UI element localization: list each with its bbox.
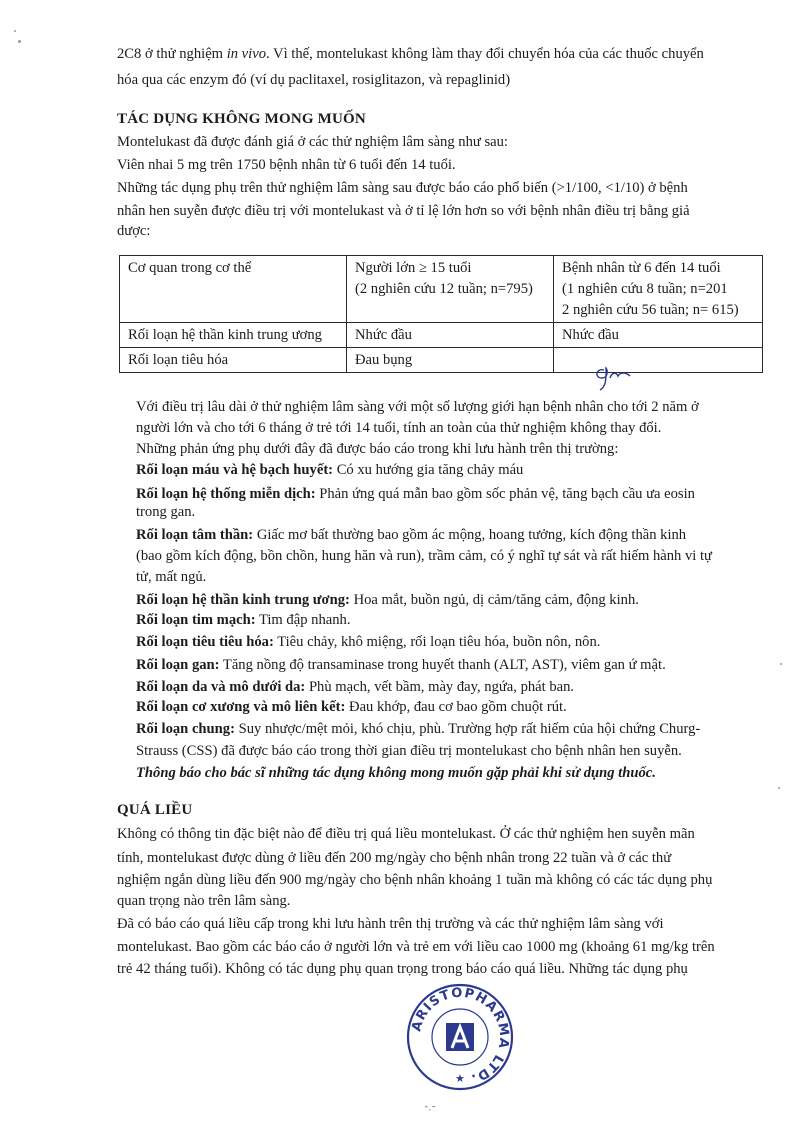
effect-desc: Phù mạch, vết bầm, mày đay, ngứa, phát ban. <box>305 679 575 695</box>
header-organ: Cơ quan trong cơ thể <box>128 260 252 276</box>
effect-label: Rối loạn da và mô dưới da: <box>136 679 306 695</box>
effect-label: Rối loạn chung: <box>136 721 235 737</box>
table-cell: Nhức đầu <box>554 323 763 348</box>
stamp-star: ★ <box>455 1072 465 1085</box>
overdose-paragraph: nghiệm ngắn dùng liều đến 900 mg/ngày cho bệnh nhân khoảng 1 tuần mà không có các tác dụng phụ <box>117 872 713 888</box>
effect-desc-cont: trong gan. <box>136 504 196 520</box>
table-header-cell <box>347 256 554 323</box>
overdose-paragraph: Đã có báo cáo quá liều cấp trong khi lưu hành trên thị trường và các thử nghiệm lâm sàng với <box>117 916 664 932</box>
table-cell <box>554 348 763 373</box>
effect-item <box>136 590 639 610</box>
overdose-paragraph: tính, montelukast được dùng ở liều đến 200 mg/ngày cho bệnh nhân trong 22 tuần và ở các thử <box>117 850 672 866</box>
table-cell: Nhức đầu <box>347 323 554 348</box>
scan-speck <box>780 663 782 665</box>
side-effects-paragraph: Montelukast đã được đánh giá ở các thử nghiệm lâm sàng như sau: <box>117 134 508 150</box>
effect-label: Rối loạn tâm thần: <box>136 527 254 543</box>
intro-italic: in vivo <box>226 46 266 62</box>
effect-desc-cont: Strauss (CSS) đã được báo cáo trong thời gian điều trị montelukast cho bệnh nhân hen suyễn. <box>136 743 682 759</box>
long-term-text: Với điều trị lâu dài ở thử nghiệm lâm sàng với một số lượng giới hạn bệnh nhân cho tới 2 năm ở <box>136 399 699 415</box>
effect-label: Rối loạn hệ thần kinh trung ương: <box>136 592 350 608</box>
side-effects-paragraph: nhân hen suyễn được điều trị với montelukast và ở tỉ lệ lớn hơn so với bệnh nhân điều trị bằng giả <box>117 203 690 219</box>
effect-desc-cont: (bao gồm kích động, bồn chồn, hung hăn và run), trầm cảm, có ý nghĩ tự sát và rất hiếm hành vi tự <box>136 548 712 564</box>
long-term-text: người lớn và cho tới 6 tháng ở trẻ tới 14 tuổi, tính an toàn của thử nghiệm không thay đổi. <box>136 420 662 436</box>
overdose-paragraph: quan trọng nào trên lâm sàng. <box>117 893 291 909</box>
header-child-study: 2 nghiên cứu 56 tuần; n= 615) <box>562 302 739 318</box>
header-child-title: Bệnh nhân từ 6 đến 14 tuổi <box>562 260 721 276</box>
header-adult-study: (2 nghiên cứu 12 tuần; n=795) <box>355 281 533 297</box>
overdose-heading: QUÁ LIỀU <box>117 802 193 818</box>
effect-label: Rối loạn gan: <box>136 657 220 673</box>
effect-item <box>136 677 574 697</box>
overdose-paragraph: trẻ 42 tháng tuổi). Không có tác dụng phụ quan trọng trong báo cáo quá liều. Những tác dụng phụ <box>117 961 688 977</box>
table-cell: Rối loạn hệ thần kinh trung ương <box>120 323 347 348</box>
table-header-cell <box>120 256 347 323</box>
scan-mark: ˆ·˜ <box>424 1106 436 1116</box>
side-effects-paragraph: dược: <box>117 223 151 239</box>
scan-speck <box>778 787 780 789</box>
effect-item <box>136 632 600 652</box>
effect-desc: Tim đập nhanh. <box>255 612 351 628</box>
effect-label: Rối loạn hệ thống miễn dịch: <box>136 486 316 502</box>
side-effects-paragraph: Viên nhai 5 mg trên 1750 bệnh nhân từ 6 tuổi đến 14 tuổi. <box>117 157 456 173</box>
effect-desc: Hoa mắt, buồn ngủ, dị cảm/tăng cảm, động kinh. <box>349 592 639 608</box>
effect-desc: Đau khớp, đau cơ bao gồm chuột rút. <box>345 699 567 715</box>
effect-label: Rối loạn máu và hệ bạch huyết: <box>136 462 334 478</box>
effect-label: Rối loạn cơ xương và mô liên kết: <box>136 699 346 715</box>
intro-text: . Vì thế, montelukast không làm thay đổi chuyển hóa của các thuốc chuyển <box>266 46 704 62</box>
effect-item <box>136 460 523 480</box>
intro-line-2: hóa qua các enzym đó (ví dụ paclitaxel, rosiglitazon, và repaglinid) <box>117 72 511 88</box>
effect-desc: Phản ứng quá mẫn bao gồm sốc phản vệ, tăng bạch cầu ưa eosin <box>315 486 695 502</box>
post-marketing-text: Những phản ứng phụ dưới đây đã được báo cáo trong khi lưu hành trên thị trường: <box>136 441 619 457</box>
header-adult-title: Người lớn ≥ 15 tuổi <box>355 260 472 276</box>
effect-desc: Suy nhược/mệt mỏi, khó chịu, phù. Trường hợp rất hiếm của hội chứng Churg- <box>234 721 701 737</box>
intro-text: 2C8 ở thử nghiệm <box>117 46 227 62</box>
effect-label: Rối loạn tiêu tiêu hóa: <box>136 634 274 650</box>
effect-item <box>136 484 695 504</box>
company-stamp <box>405 982 515 1092</box>
effect-item <box>136 719 700 739</box>
effect-item <box>136 655 666 675</box>
table-row <box>120 323 763 348</box>
effect-item <box>136 610 350 630</box>
side-effects-heading: TÁC DỤNG KHÔNG MONG MUỐN <box>117 111 366 127</box>
effect-item <box>136 525 686 545</box>
scan-speck <box>18 40 21 43</box>
scan-speck <box>14 30 16 32</box>
effect-desc: Tiêu chảy, khô miệng, rối loạn tiêu hóa, buồn nôn, nôn. <box>273 634 601 650</box>
effect-item <box>136 697 567 717</box>
table-header-row <box>120 256 763 323</box>
table-cell: Rối loạn tiêu hóa <box>120 348 347 373</box>
overdose-paragraph: Không có thông tin đặc biệt nào để điều trị quá liều montelukast. Ở các thử nghiệm hen suyễn mãn <box>117 826 695 842</box>
intro-line-1 <box>117 44 704 64</box>
table-row <box>120 348 763 373</box>
adverse-effects-table <box>119 255 763 373</box>
side-effects-paragraph: Những tác dụng phụ trên thử nghiệm lâm sàng sau được báo cáo phổ biến (>1/100, <1/10) ở bệnh <box>117 180 688 196</box>
header-child-study: (1 nghiên cứu 8 tuần; n=201 <box>562 281 728 297</box>
table-header-cell <box>554 256 763 323</box>
effect-desc: Tăng nồng độ transaminase trong huyết thanh (ALT, AST), viêm gan ứ mật. <box>219 657 666 673</box>
notice-text: Thông báo cho bác sĩ những tác dụng không mong muốn gặp phải khi sử dụng thuốc. <box>136 765 656 781</box>
handwritten-initials <box>590 364 632 394</box>
effect-label: Rối loạn tim mạch: <box>136 612 256 628</box>
table-cell: Đau bụng <box>347 348 554 373</box>
effect-desc: Giấc mơ bất thường bao gồm ác mộng, hoang tưởng, kích động thần kinh <box>253 527 687 543</box>
effect-desc: Có xu hướng gia tăng chảy máu <box>333 462 524 478</box>
stamp-text: ARISTOPHARMA LTD. <box>409 985 512 1087</box>
overdose-paragraph: montelukast. Bao gồm các báo cáo ở người lớn và trẻ em với liều cao 1000 mg (khoảng 61 mg/kg trên <box>117 939 715 955</box>
effect-desc-cont: tử, mất ngủ. <box>136 569 207 585</box>
